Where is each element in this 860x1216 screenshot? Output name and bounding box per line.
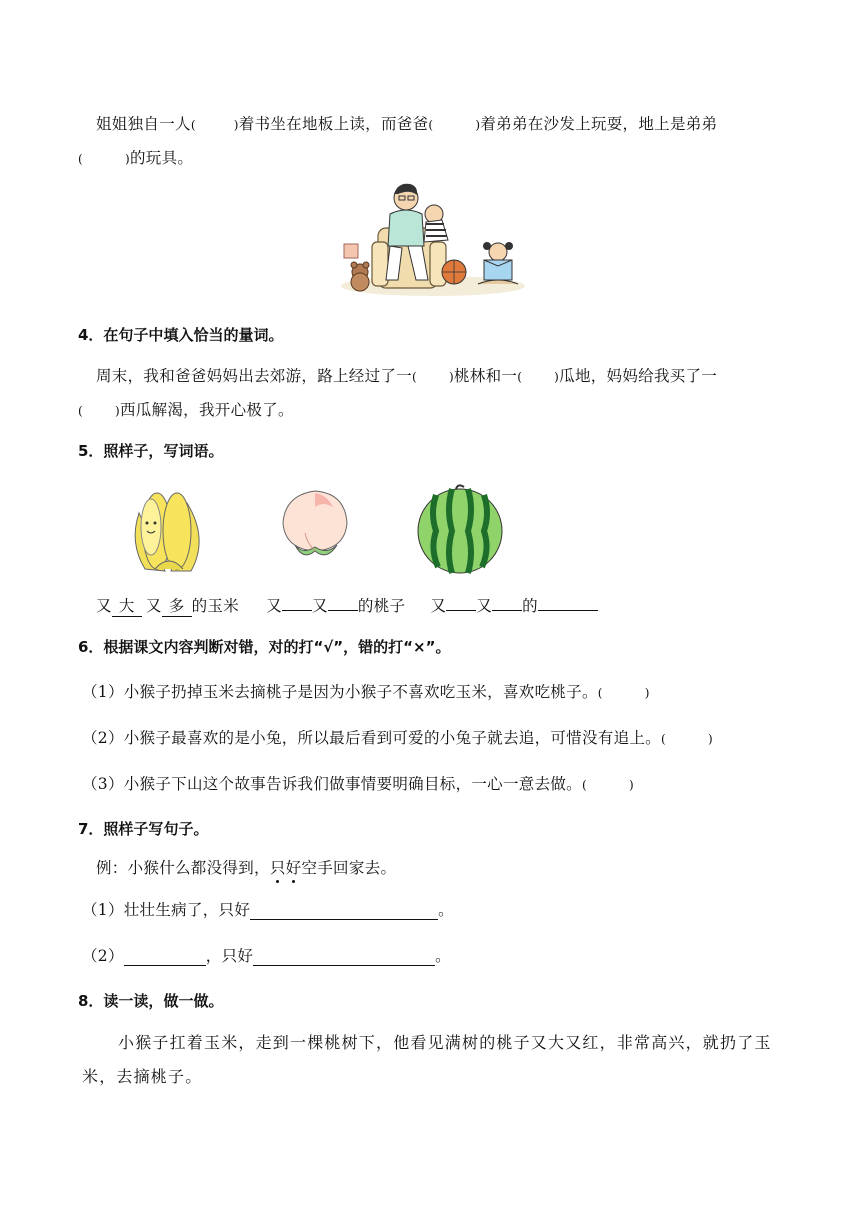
q6-item-1 <box>82 680 650 702</box>
family-illustration <box>338 180 528 300</box>
emphasis-zhi: 只 <box>270 856 286 878</box>
q8-passage-line-2: 米，去摘桃子。 <box>82 1067 203 1086</box>
paren-open: ( <box>412 370 417 384</box>
q3-line-1 <box>96 112 717 134</box>
q5-blank[interactable] <box>492 610 522 611</box>
paren-close: ) <box>628 778 634 792</box>
q7-title: 7．照样子写句子。 <box>78 820 209 838</box>
q5-you: 又 <box>266 597 283 615</box>
paren-close: ) <box>554 370 560 384</box>
q5-blank[interactable] <box>328 610 358 611</box>
q6-title: 6．根据课文内容判断对错，对的打“√”，错的打“×”。 <box>78 638 451 656</box>
q5-you: 又 <box>145 597 162 615</box>
q7-blank[interactable] <box>253 947 435 966</box>
q5-blank[interactable] <box>282 610 312 611</box>
q3-text-c: 着弟弟在沙发上玩耍，地上是弟弟 <box>480 115 718 133</box>
peach-icon <box>275 485 357 565</box>
paren-open: ( <box>78 404 83 418</box>
q6-item-text: （3）小猴子下山这个故事告诉我们做事情要明确目标，一心一意去做。 <box>82 775 582 793</box>
q8-passage-line-1: 小猴子扛着玉米，走到一棵桃树下，他看见满树的桃子又大又红，非常高兴，就扔了玉 <box>118 1033 772 1052</box>
period: 。 <box>438 901 454 919</box>
q6-item-2 <box>82 726 713 748</box>
q7-example <box>96 856 396 878</box>
q4-text-d: 西瓜解渴，我开心极了。 <box>119 401 294 419</box>
q4-text-c: 瓜地，妈妈给我买了一 <box>559 367 718 385</box>
paren-close: ) <box>475 118 481 132</box>
paren-close: ) <box>707 732 713 746</box>
q6-item-text: （2）小猴子最喜欢的是小兔，所以最后看到可爱的小兔子就去追，可惜没有追上。 <box>82 729 661 747</box>
q7-blank[interactable] <box>124 947 206 966</box>
q5-blank[interactable] <box>538 610 598 611</box>
q6-item-text: （1）小猴子扔掉玉米去摘桃子是因为小猴子不喜欢吃玉米，喜欢吃桃子。 <box>82 683 598 701</box>
q7-item-text: （2） <box>82 947 124 965</box>
q7-example-text: 例：小猴什么都没得到， <box>96 859 270 877</box>
q4-text-a: 周末，我和爸爸妈妈出去郊游，路上经过了一 <box>96 367 413 385</box>
q7-blank[interactable] <box>250 901 438 920</box>
paren-open: ( <box>660 732 666 746</box>
paren-close: ) <box>644 686 650 700</box>
q5-you: 又 <box>430 597 447 615</box>
q5-you: 又 <box>96 597 112 615</box>
q7-item-2 <box>82 944 451 966</box>
emphasis-hao: 好 <box>286 856 302 878</box>
q4-title: 4．在句子中填入恰当的量词。 <box>78 326 284 344</box>
paren-open: ( <box>581 778 587 792</box>
paren-close: ) <box>233 118 239 132</box>
paren-close: ) <box>114 404 120 418</box>
q5-de-yumi: 的玉米 <box>191 597 240 615</box>
q7-item-text: ，只好 <box>205 947 254 965</box>
q4-line-2 <box>78 398 294 420</box>
q8-title: 8．读一读，做一做。 <box>78 992 224 1010</box>
paren-close: ) <box>124 152 130 166</box>
paren-open: ( <box>517 370 523 384</box>
q5-you: 又 <box>476 597 493 615</box>
paren-open: ( <box>428 118 434 132</box>
q3-text-d: 的玩具。 <box>129 149 194 167</box>
q5-filled-duo: 多 <box>162 594 192 617</box>
q7-item-1 <box>82 898 454 920</box>
paren-open: ( <box>190 118 196 132</box>
q3-text-b: 着书坐在地板上读，而爸爸 <box>238 115 429 133</box>
q4-text-b: 桃林和一 <box>453 367 518 385</box>
q3-text-a: 姐姐独自一人 <box>96 115 191 133</box>
q5-blank[interactable] <box>446 610 476 611</box>
q4-line-1 <box>96 364 717 386</box>
period: 。 <box>435 947 451 965</box>
q5-de-taozi: 的桃子 <box>357 597 406 615</box>
paren-open: ( <box>597 686 603 700</box>
paren-close: ) <box>449 370 454 384</box>
q5-filled-da: 大 <box>112 594 142 617</box>
q3-line-2 <box>78 146 193 168</box>
watermelon-icon <box>412 483 508 575</box>
q7-example-text: 空手回家去。 <box>301 859 397 877</box>
corn-icon <box>125 483 211 573</box>
q5-de: 的 <box>522 597 538 615</box>
q5-title: 5．照样子，写词语。 <box>78 442 224 460</box>
q6-item-3 <box>82 772 634 794</box>
q5-answer-line <box>96 594 598 617</box>
paren-open: ( <box>78 152 83 166</box>
q5-you: 又 <box>312 597 328 615</box>
q7-item-text: （1）壮壮生病了，只好 <box>82 901 251 919</box>
